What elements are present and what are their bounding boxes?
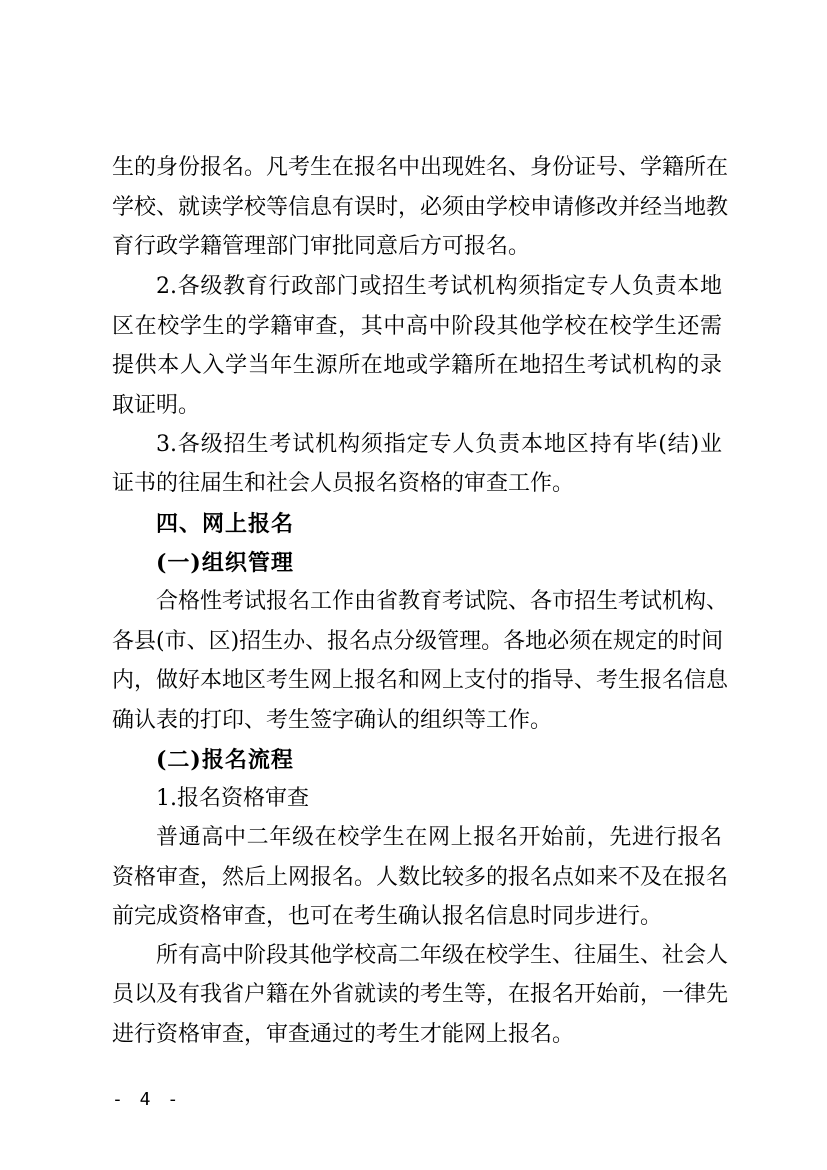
paragraph-line: 证书的往届生和社会人员报名资格的审查工作。 bbox=[112, 471, 575, 496]
paragraph-line: 育行政学籍管理部门审批同意后方可报名。 bbox=[112, 234, 531, 259]
paragraph-line: 学校、就读学校等信息有误时，必须由学校申请修改并经当地教 bbox=[112, 195, 729, 220]
paragraph-line: 取证明。 bbox=[112, 393, 201, 418]
subsection-heading: (一)组织管理 bbox=[156, 550, 294, 576]
paragraph-line: 各县(市、区)招生办、报名点分级管理。各地必须在规定的时间 bbox=[112, 629, 724, 654]
page-number: - 4 - bbox=[112, 1089, 182, 1110]
paragraph-line: 资格审查，然后上网报名。人数比较多的报名点如来不及在报名 bbox=[112, 865, 729, 890]
paragraph-line: 内，做好本地区考生网上报名和网上支付的指导、考生报名信息 bbox=[112, 668, 729, 693]
section-heading: 四、网上报名 bbox=[156, 511, 295, 537]
paragraph-line: 2.各级教育行政部门或招生考试机构须指定专人负责本地 bbox=[156, 274, 722, 299]
paragraph-line: 普通高中二年级在校学生在网上报名开始前，先进行报名 bbox=[156, 825, 722, 850]
paragraph-line: 进行资格审查，审查通过的考生才能网上报名。 bbox=[112, 1022, 575, 1047]
paragraph-line: 前完成资格审查，也可在考生确认报名信息时同步进行。 bbox=[112, 904, 663, 929]
paragraph-line: 提供本人入学当年生源所在地或学籍所在地招生考试机构的录 bbox=[112, 353, 722, 378]
paragraph-line: 合格性考试报名工作由省教育考试院、各市招生考试机构、 bbox=[156, 589, 729, 614]
paragraph-line: 3.各级招生考试机构须指定专人负责本地区持有毕(结)业 bbox=[156, 432, 722, 457]
paragraph-line: 区在校学生的学籍审查，其中高中阶段其他学校在校学生还需 bbox=[112, 314, 722, 339]
paragraph-line: 所有高中阶段其他学校高二年级在校学生、往届生、社会人 bbox=[156, 943, 729, 968]
paragraph-line: 确认表的打印、考生签字确认的组织等工作。 bbox=[112, 708, 553, 733]
item-heading: 1.报名资格审查 bbox=[156, 786, 309, 811]
subsection-heading: (二)报名流程 bbox=[156, 747, 294, 773]
paragraph-line: 生的身份报名。凡考生在报名中出现姓名、身份证号、学籍所在 bbox=[112, 155, 729, 180]
paragraph-line: 员以及有我省户籍在外省就读的考生等，在报名开始前，一律先 bbox=[112, 982, 729, 1007]
